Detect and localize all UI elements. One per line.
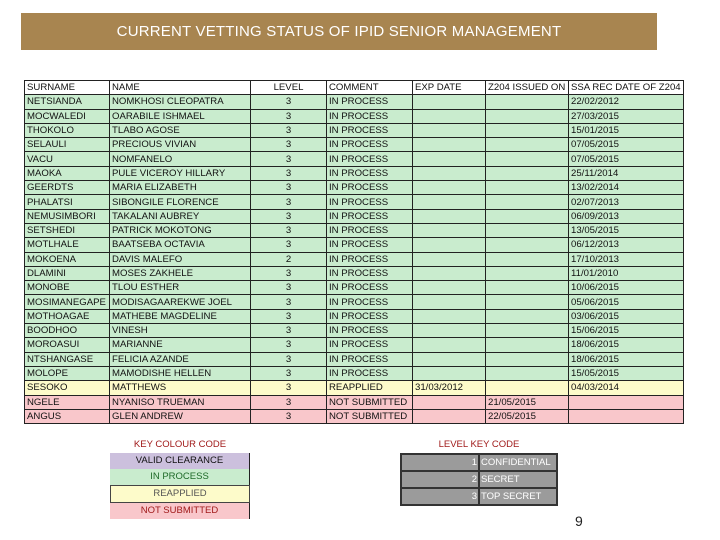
cell-comment: IN PROCESS — [327, 338, 413, 352]
cell-comment: IN PROCESS — [327, 152, 413, 166]
cell-exp-date — [413, 409, 486, 423]
cell-name: PATRICK MOKOTONG — [110, 223, 251, 237]
cell-exp-date — [413, 181, 486, 195]
cell-exp-date — [413, 252, 486, 266]
cell-exp-date — [413, 152, 486, 166]
cell-level: 3 — [251, 324, 327, 338]
cell-comment: IN PROCESS — [327, 223, 413, 237]
cell-surname: MONOBE — [25, 281, 110, 295]
cell-comment: IN PROCESS — [327, 181, 413, 195]
level-key-row — [402, 455, 556, 472]
cell-surname: MAOKA — [25, 166, 110, 180]
cell-ssa-rec-date: 07/05/2015 — [569, 138, 684, 152]
cell-ssa-rec-date: 25/11/2014 — [569, 166, 684, 180]
cell-ssa-rec-date: 17/10/2013 — [569, 252, 684, 266]
cell-z204-issued — [486, 152, 569, 166]
cell-exp-date — [413, 266, 486, 280]
table-row — [25, 195, 684, 209]
cell-name: OARABILE ISHMAEL — [110, 109, 251, 123]
table-row — [25, 181, 684, 195]
cell-ssa-rec-date: 06/12/2013 — [569, 238, 684, 252]
cell-level: 3 — [251, 395, 327, 409]
cell-surname: NEMUSIMBORI — [25, 209, 110, 223]
table-body — [25, 95, 684, 424]
cell-comment: NOT SUBMITTED — [327, 395, 413, 409]
cell-surname: MOLOPE — [25, 366, 110, 380]
table-row — [25, 109, 684, 123]
cell-surname: SELAULI — [25, 138, 110, 152]
level-label: CONFIDENTIAL — [481, 457, 551, 468]
cell-name: NYANISO TRUEMAN — [110, 395, 251, 409]
cell-comment: REAPPLIED — [327, 381, 413, 395]
cell-surname: GEERDTS — [25, 181, 110, 195]
cell-name: DAVIS MALEFO — [110, 252, 251, 266]
cell-level: 3 — [251, 238, 327, 252]
cell-exp-date: 31/03/2012 — [413, 381, 486, 395]
cell-level: 3 — [251, 209, 327, 223]
cell-exp-date — [413, 309, 486, 323]
cell-comment: IN PROCESS — [327, 295, 413, 309]
cell-ssa-rec-date: 18/06/2015 — [569, 338, 684, 352]
cell-surname: MOTLHALE — [25, 238, 110, 252]
cell-surname: VACU — [25, 152, 110, 166]
cell-level: 3 — [251, 195, 327, 209]
cell-exp-date — [413, 395, 486, 409]
cell-exp-date — [413, 281, 486, 295]
cell-comment: IN PROCESS — [327, 209, 413, 223]
cell-level: 3 — [251, 166, 327, 180]
cell-comment: IN PROCESS — [327, 138, 413, 152]
cell-z204-issued — [486, 352, 569, 366]
cell-ssa-rec-date: 13/02/2014 — [569, 181, 684, 195]
level-key-title: LEVEL KEY CODE — [438, 439, 520, 450]
cell-level: 3 — [251, 295, 327, 309]
cell-surname: SESOKO — [25, 381, 110, 395]
cell-name: PRECIOUS VIVIAN — [110, 138, 251, 152]
cell-comment: NOT SUBMITTED — [327, 409, 413, 423]
cell-z204-issued — [486, 138, 569, 152]
key-colour-title: KEY COLOUR CODE — [133, 439, 227, 450]
cell-z204-issued — [486, 281, 569, 295]
cell-surname: DLAMINI — [25, 266, 110, 280]
cell-ssa-rec-date: 02/07/2013 — [569, 195, 684, 209]
cell-ssa-rec-date: 10/06/2015 — [569, 281, 684, 295]
cell-z204-issued — [486, 166, 569, 180]
cell-comment: IN PROCESS — [327, 352, 413, 366]
table-row — [25, 95, 684, 109]
cell-surname: MOROASUI — [25, 338, 110, 352]
table-row — [25, 366, 684, 380]
cell-ssa-rec-date — [569, 409, 684, 423]
table-row — [25, 395, 684, 409]
cell-level: 2 — [251, 252, 327, 266]
key-valid-clearance: VALID CLEARANCE — [110, 453, 250, 469]
table-row — [25, 324, 684, 338]
cell-comment: IN PROCESS — [327, 266, 413, 280]
cell-ssa-rec-date: 15/06/2015 — [569, 324, 684, 338]
table-row — [25, 381, 684, 395]
cell-name: MARIANNE — [110, 338, 251, 352]
cell-ssa-rec-date: 04/03/2014 — [569, 381, 684, 395]
cell-z204-issued — [486, 252, 569, 266]
cell-level: 3 — [251, 352, 327, 366]
cell-z204-issued — [486, 324, 569, 338]
cell-exp-date — [413, 366, 486, 380]
cell-exp-date — [413, 166, 486, 180]
header-comment: COMMENT — [327, 81, 413, 95]
cell-comment: IN PROCESS — [327, 324, 413, 338]
table-row — [25, 152, 684, 166]
cell-comment: IN PROCESS — [327, 95, 413, 109]
header-surname: SURNAME — [25, 81, 110, 95]
cell-z204-issued — [486, 195, 569, 209]
cell-level: 3 — [251, 409, 327, 423]
cell-ssa-rec-date: 03/06/2015 — [569, 309, 684, 323]
cell-surname: MOTHOAGAE — [25, 309, 110, 323]
cell-ssa-rec-date: 18/06/2015 — [569, 352, 684, 366]
cell-comment: IN PROCESS — [327, 281, 413, 295]
cell-ssa-rec-date: 22/02/2012 — [569, 95, 684, 109]
level-key-row — [402, 489, 556, 504]
cell-surname: BOODHOO — [25, 324, 110, 338]
cell-z204-issued: 22/05/2015 — [486, 409, 569, 423]
cell-name: MATTHEWS — [110, 381, 251, 395]
cell-ssa-rec-date: 11/01/2010 — [569, 266, 684, 280]
cell-ssa-rec-date: 13/05/2015 — [569, 223, 684, 237]
cell-level: 3 — [251, 381, 327, 395]
cell-exp-date — [413, 109, 486, 123]
cell-exp-date — [413, 223, 486, 237]
cell-name: GLEN ANDREW — [110, 409, 251, 423]
cell-ssa-rec-date: 15/01/2015 — [569, 123, 684, 137]
key-in-process: IN PROCESS — [110, 469, 250, 485]
cell-name: FELICIA AZANDE — [110, 352, 251, 366]
key-colour-legend — [110, 438, 250, 519]
cell-z204-issued — [486, 266, 569, 280]
header-name: NAME — [110, 81, 251, 95]
cell-level: 3 — [251, 338, 327, 352]
cell-exp-date — [413, 295, 486, 309]
cell-surname: PHALATSI — [25, 195, 110, 209]
table-row — [25, 238, 684, 252]
cell-level: 3 — [251, 266, 327, 280]
cell-name: NOMKHOSI CLEOPATRA — [110, 95, 251, 109]
cell-level: 3 — [251, 309, 327, 323]
cell-comment: IN PROCESS — [327, 166, 413, 180]
level-key-legend — [400, 438, 558, 506]
key-reapplied: REAPPLIED — [110, 485, 250, 503]
cell-z204-issued — [486, 381, 569, 395]
cell-level: 3 — [251, 95, 327, 109]
cell-surname: SETSHEDI — [25, 223, 110, 237]
header-level: LEVEL — [251, 81, 327, 95]
cell-level: 3 — [251, 123, 327, 137]
cell-surname: MOSIMANEGAPE — [25, 295, 110, 309]
cell-z204-issued — [486, 223, 569, 237]
table-row — [25, 209, 684, 223]
table-row — [25, 123, 684, 137]
table-row — [25, 166, 684, 180]
cell-comment: IN PROCESS — [327, 123, 413, 137]
cell-comment: IN PROCESS — [327, 252, 413, 266]
cell-name: MOSES ZAKHELE — [110, 266, 251, 280]
cell-exp-date — [413, 338, 486, 352]
level-key-row — [402, 472, 556, 489]
cell-surname: MOKOENA — [25, 252, 110, 266]
cell-level: 3 — [251, 109, 327, 123]
level-number: 1 — [402, 455, 480, 470]
table-header-row — [25, 81, 684, 95]
table-row — [25, 309, 684, 323]
cell-exp-date — [413, 324, 486, 338]
cell-z204-issued: 21/05/2015 — [486, 395, 569, 409]
cell-ssa-rec-date: 06/09/2013 — [569, 209, 684, 223]
cell-surname: NTSHANGASE — [25, 352, 110, 366]
cell-z204-issued — [486, 338, 569, 352]
page-number: 9 — [575, 513, 583, 529]
cell-level: 3 — [251, 138, 327, 152]
cell-z204-issued — [486, 109, 569, 123]
cell-ssa-rec-date: 07/05/2015 — [569, 152, 684, 166]
cell-level: 3 — [251, 152, 327, 166]
header-z204-issued: Z204 ISSUED ON — [486, 81, 569, 95]
cell-exp-date — [413, 123, 486, 137]
cell-name: PULE VICEROY HILLARY — [110, 166, 251, 180]
level-label: TOP SECRET — [481, 491, 542, 502]
cell-z204-issued — [486, 209, 569, 223]
cell-z204-issued — [486, 181, 569, 195]
cell-comment: IN PROCESS — [327, 309, 413, 323]
cell-name: MATHEBE MAGDELINE — [110, 309, 251, 323]
cell-name: MODISAGAAREKWE JOEL — [110, 295, 251, 309]
cell-surname: THOKOLO — [25, 123, 110, 137]
cell-z204-issued — [486, 295, 569, 309]
cell-exp-date — [413, 138, 486, 152]
header-exp-date: EXP DATE — [413, 81, 486, 95]
cell-ssa-rec-date: 27/03/2015 — [569, 109, 684, 123]
level-key-grid — [400, 453, 558, 506]
level-label: SECRET — [481, 474, 520, 485]
page-title: CURRENT VETTING STATUS OF IPID SENIOR MANAGEMENT — [21, 13, 657, 50]
cell-z204-issued — [486, 238, 569, 252]
cell-z204-issued — [486, 95, 569, 109]
cell-name: MAMODISHE HELLEN — [110, 366, 251, 380]
cell-comment: IN PROCESS — [327, 238, 413, 252]
level-number: 2 — [402, 472, 480, 487]
cell-name: SIBONGILE FLORENCE — [110, 195, 251, 209]
cell-z204-issued — [486, 366, 569, 380]
cell-exp-date — [413, 95, 486, 109]
table-row — [25, 252, 684, 266]
cell-ssa-rec-date: 15/05/2015 — [569, 366, 684, 380]
table-row — [25, 281, 684, 295]
cell-level: 3 — [251, 181, 327, 195]
cell-name: TLABO AGOSE — [110, 123, 251, 137]
cell-surname: NETSIANDA — [25, 95, 110, 109]
level-number: 3 — [402, 489, 480, 504]
key-not-submitted: NOT SUBMITTED — [110, 503, 250, 519]
cell-exp-date — [413, 352, 486, 366]
cell-comment: IN PROCESS — [327, 195, 413, 209]
cell-level: 3 — [251, 223, 327, 237]
table-row — [25, 266, 684, 280]
table-row — [25, 138, 684, 152]
cell-level: 3 — [251, 366, 327, 380]
cell-surname: NGELE — [25, 395, 110, 409]
vetting-table — [24, 80, 684, 424]
cell-name: MARIA ELIZABETH — [110, 181, 251, 195]
header-ssa-rec-date: SSA REC DATE OF Z204 — [569, 81, 684, 95]
cell-z204-issued — [486, 123, 569, 137]
cell-ssa-rec-date: 05/06/2015 — [569, 295, 684, 309]
cell-comment: IN PROCESS — [327, 109, 413, 123]
cell-z204-issued — [486, 309, 569, 323]
table-row — [25, 409, 684, 423]
cell-name: BAATSEBA OCTAVIA — [110, 238, 251, 252]
cell-comment: IN PROCESS — [327, 366, 413, 380]
table-row — [25, 295, 684, 309]
table-row — [25, 338, 684, 352]
table-row — [25, 352, 684, 366]
cell-exp-date — [413, 209, 486, 223]
cell-name: TLOU ESTHER — [110, 281, 251, 295]
cell-surname: MOCWALEDI — [25, 109, 110, 123]
table-row — [25, 223, 684, 237]
cell-name: VINESH — [110, 324, 251, 338]
cell-name: TAKALANI AUBREY — [110, 209, 251, 223]
cell-level: 3 — [251, 281, 327, 295]
cell-exp-date — [413, 238, 486, 252]
cell-exp-date — [413, 195, 486, 209]
cell-name: NOMFANELO — [110, 152, 251, 166]
cell-ssa-rec-date — [569, 395, 684, 409]
cell-surname: ANGUS — [25, 409, 110, 423]
